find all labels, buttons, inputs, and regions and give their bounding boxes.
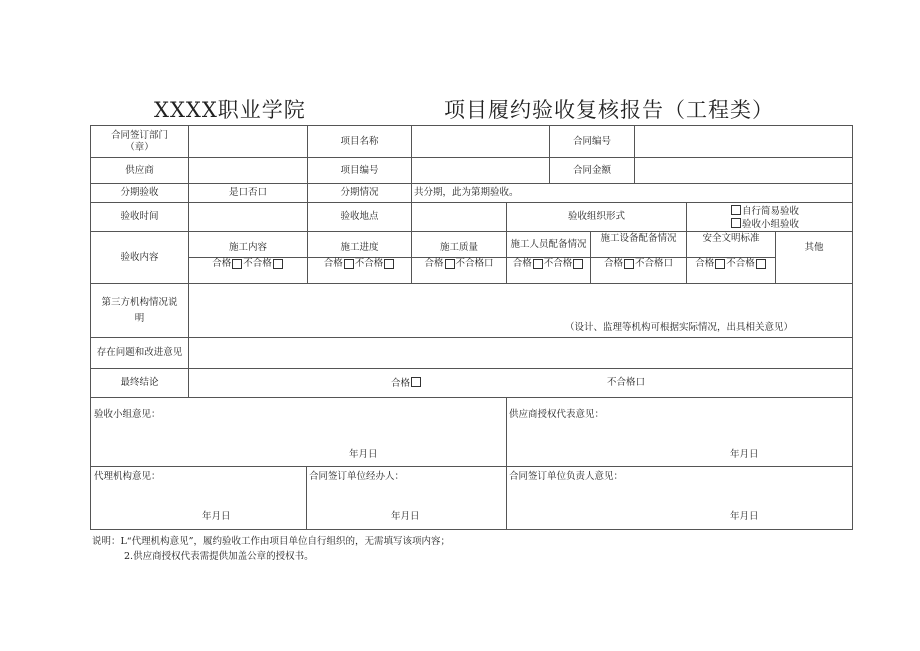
rule <box>90 283 853 284</box>
group-opinion-date: 年月日 <box>349 449 378 460</box>
supplier-opinion-label: 供应商授权代表意见： <box>509 409 605 420</box>
rule <box>506 397 507 530</box>
pass-checkbox[interactable] <box>624 259 634 269</box>
fail-checkbox[interactable] <box>384 259 394 269</box>
option-group-label: 验收小组验收 <box>742 219 800 230</box>
rule <box>90 368 853 369</box>
header-construction-progress: 施工进度 <box>340 242 379 253</box>
pass-label: 合格 <box>695 258 715 269</box>
staged-acceptance-label: 分期验收 <box>120 187 159 198</box>
rule <box>411 183 412 202</box>
group-opinion-label: 验收小组意见： <box>94 409 161 420</box>
fail-checkbox[interactable] <box>273 259 283 269</box>
pass-label: 合格 <box>391 378 411 389</box>
final-pass-option[interactable] <box>391 377 422 390</box>
org-form-label: 验收组织形式 <box>567 211 625 222</box>
header-equipment: 施工设备配备情况 <box>600 232 677 244</box>
final-fail-option[interactable]: 不合格口 <box>607 377 646 388</box>
option-group-acceptance[interactable] <box>730 218 799 231</box>
rule <box>90 125 853 126</box>
supplier-label: 供应商 <box>125 164 154 176</box>
note-2: 2.供应商授权代表需提供加盖公章的授权书。 <box>124 551 314 562</box>
rule <box>90 157 853 158</box>
contract-leader-opinion-label: 合同签订单位负责人意见： <box>509 471 624 482</box>
rule <box>634 125 635 183</box>
project-name-label: 项目名称 <box>340 135 379 147</box>
header-construction-content: 施工内容 <box>228 242 267 253</box>
contract-dept-seal-label: （章） <box>125 141 154 153</box>
pass-checkbox[interactable] <box>445 259 455 269</box>
fail-checkbox[interactable] <box>573 259 583 269</box>
pass-checkbox[interactable] <box>411 377 421 387</box>
option-self-label: 自行简易验收 <box>742 206 800 217</box>
contract-leader-date: 年月日 <box>730 511 759 522</box>
issues-label: 存在问题和改进意见 <box>96 347 183 358</box>
acceptance-place-label: 验收地点 <box>340 211 379 222</box>
fail-label: 不合格 <box>243 258 272 269</box>
option-self-acceptance[interactable] <box>730 205 799 218</box>
result-construction-quality[interactable] <box>412 258 506 270</box>
pass-label: 合格 <box>212 258 232 269</box>
header-staffing: 施工人员配备情况 <box>510 239 587 250</box>
pass-checkbox[interactable] <box>533 259 543 269</box>
header-construction-quality: 施工质量 <box>439 242 478 253</box>
acceptance-content-label: 验收内容 <box>120 251 159 263</box>
report-title: 项目履约验收复核报告（工程类） <box>444 98 774 122</box>
pass-label: 合格 <box>512 258 532 269</box>
fail-label: 不合格口 <box>455 258 494 269</box>
pass-label: 合格 <box>603 258 623 269</box>
rule <box>411 202 412 231</box>
pass-checkbox[interactable] <box>715 259 725 269</box>
pass-checkbox[interactable] <box>232 259 242 269</box>
contract-amount-label: 合同金额 <box>572 164 611 176</box>
third-party-note: （设计、监理等机构可根据实际情况，出具相关意见） <box>565 322 794 333</box>
staged-info-label: 分期情况 <box>340 187 379 198</box>
header-safety: 安全文明标准 <box>702 232 760 244</box>
rule <box>90 202 853 203</box>
final-conclusion-label: 最终结论 <box>120 377 159 388</box>
rule <box>686 202 687 231</box>
result-safety[interactable] <box>687 258 775 270</box>
contract-no-label: 合同编号 <box>572 135 611 147</box>
fail-label: 不合格 <box>354 258 384 269</box>
note-1: 说明：L“代理机构意见”，履约验收工作由项目单位自行组织的，无需填写该项内容； <box>92 536 451 547</box>
rule <box>90 337 853 338</box>
rule <box>306 466 307 530</box>
result-construction-content[interactable] <box>189 258 307 270</box>
contract-dept-cell <box>91 126 188 157</box>
result-staffing[interactable] <box>507 258 590 270</box>
fail-label: 不合格口 <box>635 258 674 269</box>
rule <box>90 397 853 398</box>
third-party-label: 第三方机构情况说明 <box>101 296 178 324</box>
checkbox-group[interactable] <box>731 218 741 228</box>
rule <box>90 529 853 530</box>
project-no-label: 项目编号 <box>340 164 379 176</box>
rule <box>90 466 853 467</box>
pass-checkbox[interactable] <box>344 259 354 269</box>
pass-label: 合格 <box>323 258 343 269</box>
staged-info-value: 共分期，此为第期验收。 <box>414 187 519 198</box>
agent-opinion-date: 年月日 <box>202 511 231 522</box>
fail-label: 不合格 <box>543 258 573 269</box>
supplier-opinion-date: 年月日 <box>730 449 759 460</box>
pass-label: 合格 <box>424 258 444 269</box>
result-equipment[interactable] <box>591 258 686 270</box>
fail-checkbox[interactable] <box>756 259 766 269</box>
header-other: 其他 <box>804 242 824 253</box>
result-construction-progress[interactable] <box>308 258 411 270</box>
rule <box>852 125 853 530</box>
contract-handler-label: 合同签订单位经办人： <box>309 471 405 482</box>
agent-opinion-label: 代理机构意见： <box>94 471 161 482</box>
staged-acceptance-value: 是口否口 <box>228 187 267 198</box>
rule <box>411 125 412 183</box>
school-name: XXXX职业学院 <box>154 98 306 122</box>
checkbox-self[interactable] <box>731 205 741 215</box>
contract-dept-label: 合同签订部门 <box>110 129 168 141</box>
fail-label: 不合格 <box>726 258 755 269</box>
contract-handler-date: 年月日 <box>391 511 420 522</box>
acceptance-time-label: 验收时间 <box>120 211 159 222</box>
